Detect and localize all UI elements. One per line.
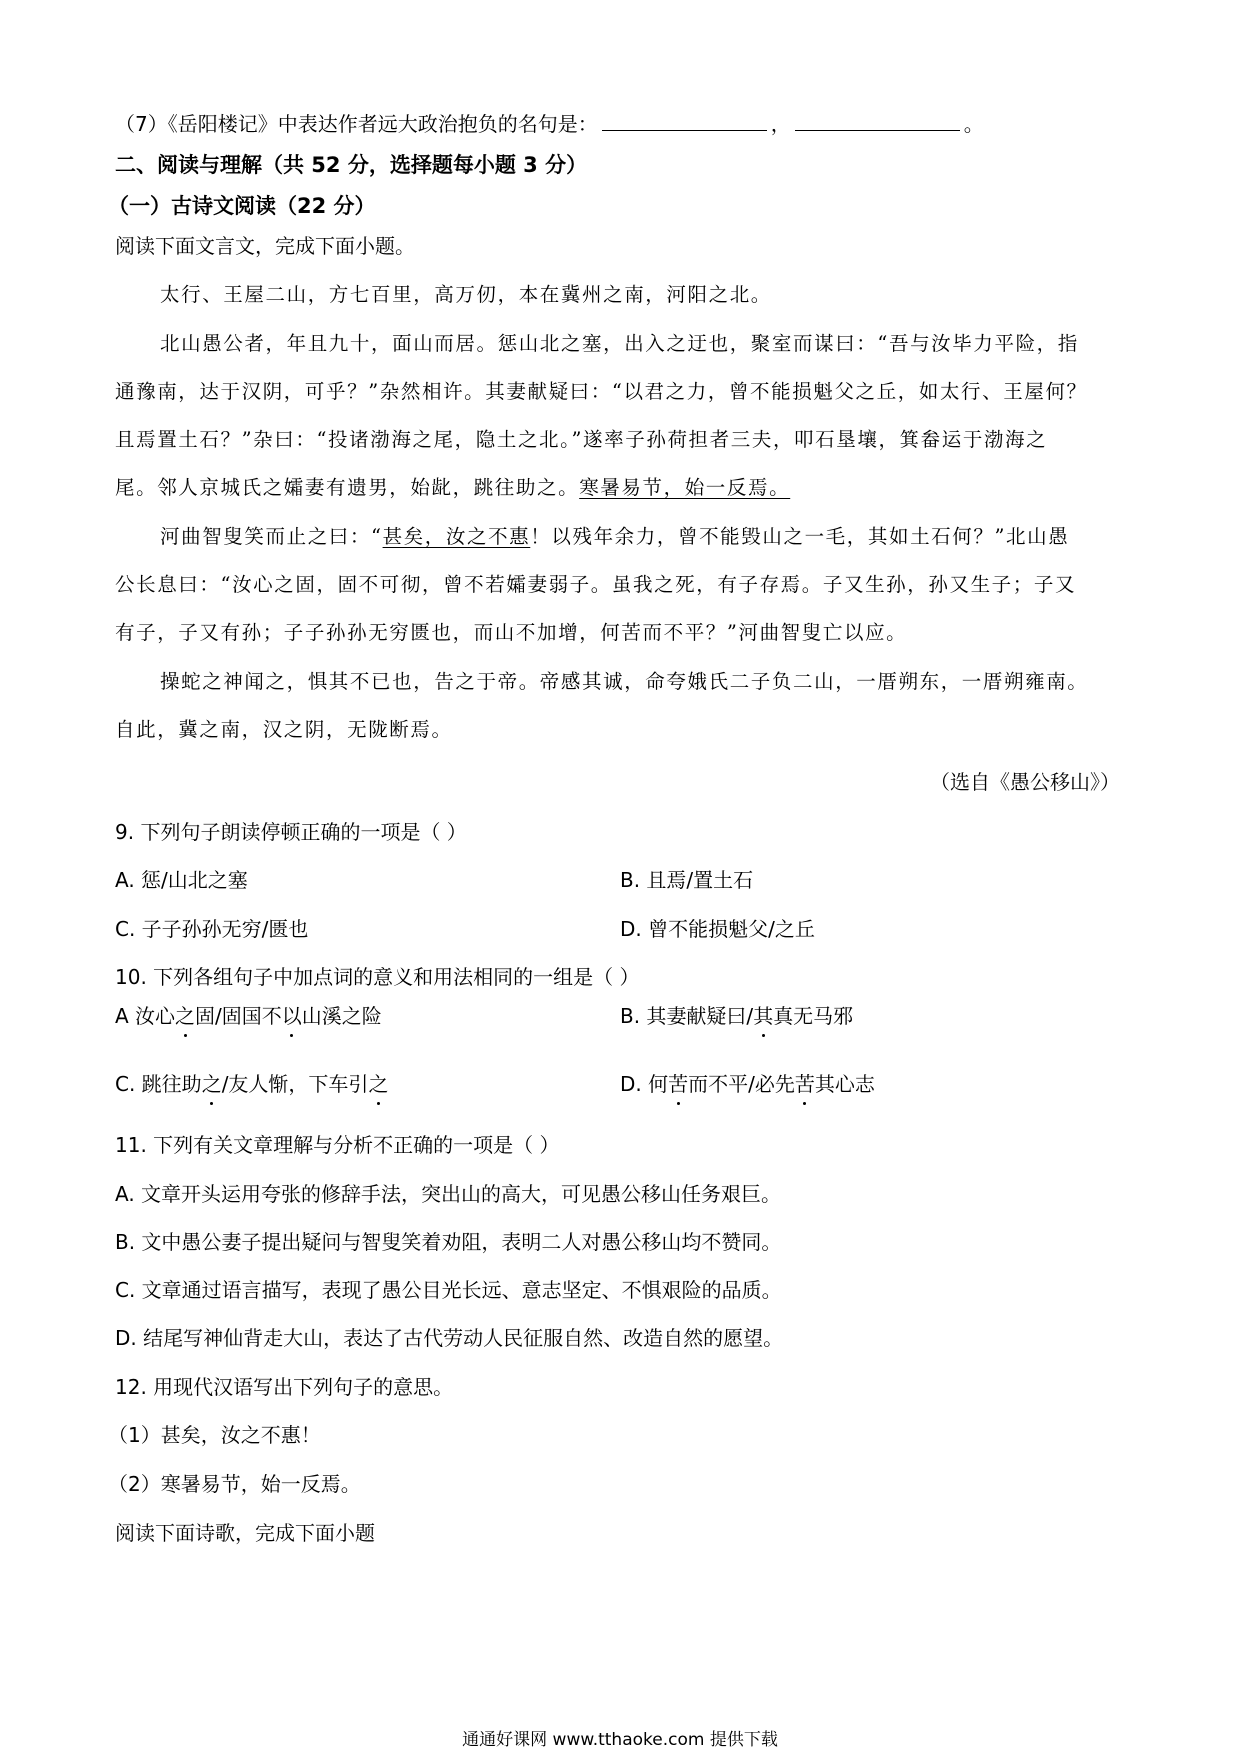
question-7-comma: ， bbox=[770, 112, 791, 136]
passage-p4-line-1: 操蛇之神闻之，惧其不已也，告之于帝。帝感其诚，命夸娥氏二子负二山，一厝朔东，一厝朔雍南。 bbox=[160, 670, 1089, 693]
dotted-word: 以 bbox=[281, 1004, 302, 1028]
question-9-option-a[interactable]: A. 惩/山北之塞 bbox=[115, 868, 248, 892]
subsection-1-title: （一）古诗文阅读（22 分） bbox=[108, 194, 376, 218]
section-2-title: 二、阅读与理解（共 52 分，选择题每小题 3 分） bbox=[115, 153, 588, 177]
passage-p3-line-1 bbox=[160, 525, 1069, 549]
question-10-option-c[interactable] bbox=[115, 1072, 388, 1096]
question-9-option-b[interactable]: B. 且焉/置土石 bbox=[620, 868, 754, 892]
passage-p3-line-1-end: ！以残年余力，曾不能毁山之一毛，其如土石何？”北山愚 bbox=[530, 525, 1070, 548]
passage-intro: 阅读下面文言文，完成下面小题。 bbox=[115, 234, 415, 258]
option-b-text: 妻献疑曰/ bbox=[666, 1004, 754, 1028]
option-b-text: 真无马邪 bbox=[773, 1004, 854, 1028]
underlined-sentence-1: 寒暑易节，始一反焉。 bbox=[579, 476, 791, 499]
answer-blank-2[interactable] bbox=[795, 112, 960, 131]
option-a-text: A 汝心 bbox=[115, 1004, 176, 1028]
option-d-text: 其心志 bbox=[814, 1072, 875, 1096]
passage-p2-line-4 bbox=[115, 476, 790, 500]
passage-p3-line-1-start: 河曲智叟笑而止之曰：“ bbox=[160, 525, 383, 548]
answer-blank-1[interactable] bbox=[602, 112, 767, 131]
question-12-sentence-2: （2）寒暑易节，始一反焉。 bbox=[108, 1472, 361, 1496]
question-12-sentence-1: （1）甚矣，汝之不惠！ bbox=[108, 1423, 321, 1447]
option-a-text: 山溪之险 bbox=[301, 1004, 382, 1028]
question-9-option-d[interactable]: D. 曾不能损魁父/之丘 bbox=[620, 917, 815, 941]
underlined-sentence-2: 甚矣，汝之不惠 bbox=[382, 525, 531, 548]
question-10-stem: 10. 下列各组句子中加点词的意义和用法相同的一组是（ ） bbox=[115, 965, 640, 989]
poem-intro: 阅读下面诗歌，完成下面小题 bbox=[115, 1521, 375, 1545]
question-7-period: 。 bbox=[963, 112, 984, 136]
option-c-text: /友人惭，下车引 bbox=[221, 1072, 369, 1096]
passage-p3-line-2: 公长息曰：“汝心之固，固不可彻，曾不若孀妻弱子。虽我之死，有子存焉。子又生孙，孙又生子；子又 bbox=[115, 573, 1077, 596]
question-12-stem: 12. 用现代汉语写出下列句子的意思。 bbox=[115, 1375, 454, 1399]
passage-p2-line-1: 北山愚公者，年且九十，面山而居。惩山北之塞，出入之迂也，聚室而谋曰：“吾与汝毕力平险，指 bbox=[160, 332, 1079, 355]
option-b-text: B. 其 bbox=[620, 1004, 667, 1028]
dotted-word: 之 bbox=[368, 1072, 389, 1096]
dotted-word: 苦 bbox=[668, 1072, 689, 1096]
page-footer: 通通好课网 www.tthaoke.com 提供下载 bbox=[462, 1730, 778, 1750]
question-9-option-c[interactable]: C. 子子孙孙无穷/匮也 bbox=[115, 917, 309, 941]
option-d-text: D. 何 bbox=[620, 1072, 669, 1096]
option-a-text: 固/固国不 bbox=[195, 1004, 282, 1028]
option-d-text: 而不平/必先 bbox=[688, 1072, 795, 1096]
question-11-option-c[interactable]: C. 文章通过语言描写，表现了愚公目光长远、意志坚定、不惧艰险的品质。 bbox=[115, 1278, 782, 1302]
passage-source: （选自《愚公移山》） bbox=[930, 770, 1120, 794]
question-11-stem: 11. 下列有关文章理解与分析不正确的一项是（ ） bbox=[115, 1133, 560, 1157]
passage-p2-line-4-text: 尾。邻人京城氏之孀妻有遗男，始龀，跳往助之。 bbox=[115, 476, 580, 499]
question-7-text: （7）《岳阳楼记》中表达作者远大政治抱负的名句是： bbox=[115, 112, 598, 136]
passage-p4-line-2: 自此，冀之南，汉之阴，无陇断焉。 bbox=[115, 718, 453, 741]
question-7 bbox=[115, 112, 984, 136]
passage-p2-line-3: 且焉置土石？”杂曰：“投诸渤海之尾，隐土之北。”遂率子孙荷担者三夫，叩石垦壤，箕畚运于渤海之 bbox=[115, 428, 1048, 451]
dotted-word: 苦 bbox=[794, 1072, 815, 1096]
question-10-option-d[interactable] bbox=[620, 1072, 875, 1096]
question-10-option-b[interactable] bbox=[620, 1004, 853, 1028]
dotted-word: 之 bbox=[201, 1072, 222, 1096]
question-10-option-a[interactable] bbox=[115, 1004, 382, 1028]
dotted-word: 其 bbox=[753, 1004, 774, 1028]
passage-p2-line-2: 通豫南，达于汉阴，可乎？”杂然相许。其妻献疑曰：“以君之力，曾不能损魁父之丘，如太行、王屋何？ bbox=[115, 380, 1088, 403]
question-9-stem: 9. 下列句子朗读停顿正确的一项是（ ） bbox=[115, 820, 467, 844]
option-c-text: C. 跳往助 bbox=[115, 1072, 202, 1096]
question-11-option-a[interactable]: A. 文章开头运用夸张的修辞手法，突出山的高大，可见愚公移山任务艰巨。 bbox=[115, 1182, 782, 1206]
passage-p3-line-3: 有子，子又有孙；子子孙孙无穷匮也，而山不加增，何苦而不平？”河曲智叟亡以应。 bbox=[115, 621, 908, 644]
passage-paragraph-1: 太行、王屋二山，方七百里，高万仞，本在冀州之南，河阳之北。 bbox=[160, 283, 772, 306]
question-11-option-d[interactable]: D. 结尾写神仙背走大山，表达了古代劳动人民征服自然、改造自然的愿望。 bbox=[115, 1326, 784, 1350]
dotted-word: 之 bbox=[175, 1004, 196, 1028]
question-11-option-b[interactable]: B. 文中愚公妻子提出疑问与智叟笑着劝阻，表明二人对愚公移山均不赞同。 bbox=[115, 1230, 782, 1254]
